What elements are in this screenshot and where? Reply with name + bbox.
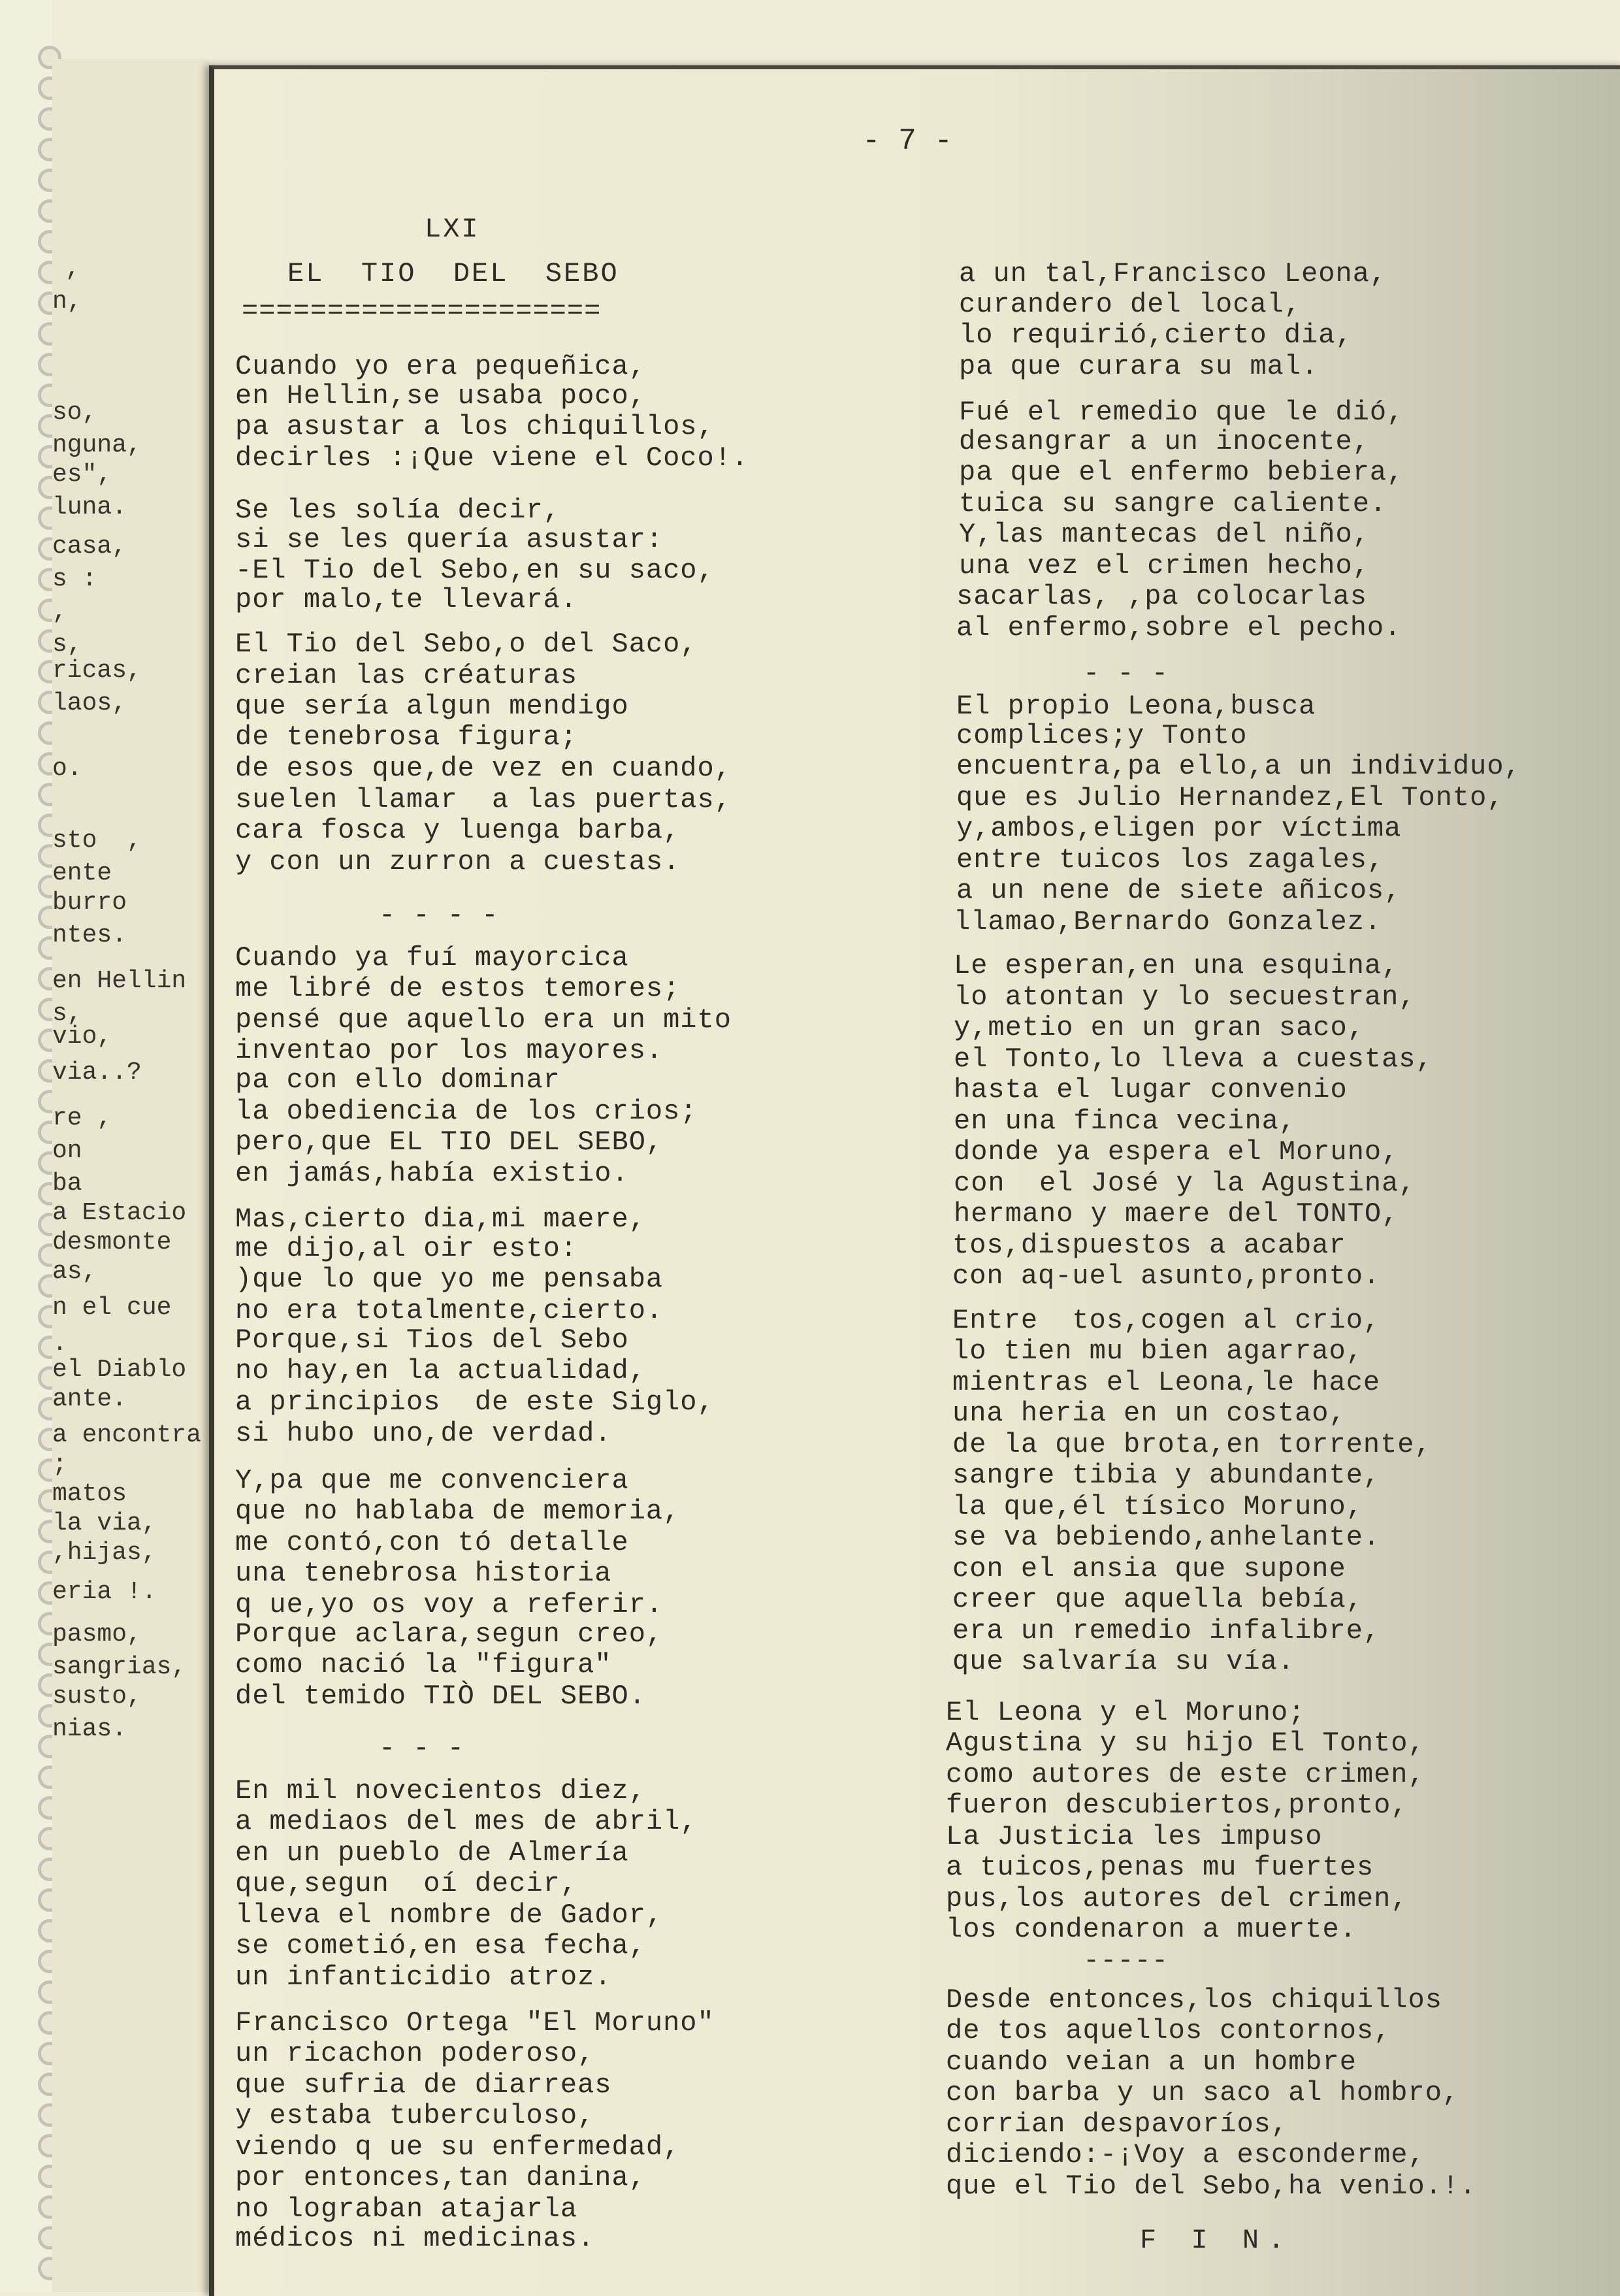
margin-fragment: s,	[52, 1000, 82, 1028]
stanza-separator: - - -	[1083, 658, 1169, 689]
poem-line: viendo q ue su enfermedad,	[235, 2131, 681, 2163]
poem-line: pa que curara su mal.	[959, 351, 1319, 382]
poem-line: pero,que EL TIO DEL SEBO,	[235, 1126, 664, 1158]
poem-line: en jamás,había existio.	[235, 1158, 629, 1189]
poem-line: El Tio del Sebo,o del Saco,	[235, 629, 698, 660]
poem-line: complices;y Tonto	[956, 720, 1248, 751]
poem-line: corrian despavoríos,	[946, 2108, 1289, 2140]
poem-line: q ue,yo os voy a referir.	[235, 1589, 664, 1620]
poem-line: llamao,Bernardo Gonzalez.	[954, 906, 1382, 938]
poem-line: y,ambos,eligen por víctima	[956, 813, 1402, 844]
poem-line: si se les quería asustar:	[235, 524, 664, 555]
poem-line: La Justicia les impuso	[946, 1821, 1323, 1852]
margin-fragment: a encontra	[52, 1421, 202, 1449]
underlying-page-fragment	[52, 59, 209, 2292]
margin-fragment: vio,	[52, 1023, 112, 1051]
poem-line: inventao por los mayores.	[235, 1035, 664, 1066]
poem-line: Y,pa que me convenciera	[235, 1465, 629, 1496]
poem-line: a principios de este Siglo,	[235, 1386, 715, 1418]
poem-line: Fué el remedio que le dió,	[959, 397, 1404, 428]
margin-fragment: matos	[52, 1480, 127, 1508]
margin-fragment: as,	[52, 1258, 97, 1286]
poem-line: sacarlas, ,pa colocarlas	[956, 581, 1367, 612]
margin-fragment: s,	[52, 631, 82, 659]
margin-fragment: casa,	[52, 533, 127, 561]
poem-line: Entre tos,cogen al crio,	[952, 1305, 1381, 1336]
margin-fragment: la via,	[52, 1509, 157, 1537]
poem-line: con el José y la Agustina,	[954, 1168, 1416, 1199]
poem-line: los condenaron a muerte.	[946, 1914, 1357, 1945]
stanza-separator: - - -	[379, 1733, 465, 1764]
poem-line: lo tien mu bien agarrao,	[952, 1336, 1363, 1367]
poem-line: era un remedio infalibre,	[952, 1615, 1381, 1647]
poem-line: curandero del local,	[959, 289, 1302, 320]
poem-line: hermano y maere del TONTO,	[954, 1198, 1399, 1230]
poem-line: el Tonto,lo lleva a cuestas,	[954, 1043, 1433, 1075]
margin-fragment: so,	[52, 399, 97, 427]
poem-line: suelen llamar a las puertas,	[235, 784, 732, 815]
margin-fragment: nguna,	[52, 431, 142, 459]
poem-line: si hubo uno,de verdad.	[235, 1418, 612, 1449]
poem-line: un infanticidio atroz.	[235, 1961, 612, 1993]
poem-line: pus,los autores del crimen,	[946, 1883, 1408, 1914]
poem-line: Mas,cierto dia,mi maere,	[235, 1204, 646, 1235]
poem-line: no lograban atajarla	[235, 2193, 578, 2225]
poem-line: Y,las mantecas del niño,	[959, 519, 1370, 550]
poem-line: en Hellin,se usaba poco,	[235, 380, 646, 412]
poem-line: que,segun oí decir,	[235, 1868, 578, 1899]
poem-line: la obediencia de los crios;	[235, 1096, 698, 1127]
poem-line: creer que aquella bebía,	[952, 1584, 1363, 1615]
margin-fragment: .	[52, 1330, 67, 1358]
poem-line: a un tal,Francisco Leona,	[959, 258, 1387, 289]
poem-line: Desde entonces,los chiquillos	[946, 1984, 1442, 2016]
margin-fragment: pasmo,	[52, 1620, 142, 1648]
poem-line: que es Julio Hernandez,El Tonto,	[956, 782, 1504, 813]
poem-line: tuica su sangre caliente.	[959, 488, 1387, 519]
margin-fragment: ,	[65, 255, 80, 283]
poem-line: -El Tio del Sebo,en su saco,	[235, 555, 715, 586]
poem-line: una heria en un costao,	[952, 1398, 1346, 1429]
poem-line: donde ya espera el Moruno,	[954, 1136, 1399, 1168]
poem-line: En mil novecientos diez,	[235, 1775, 646, 1807]
poem-line: un ricachon poderoso,	[235, 2038, 595, 2069]
poem-line: cara fosca y luenga barba,	[235, 815, 681, 846]
margin-fragment: o.	[52, 755, 82, 783]
poem-title: EL TIO DEL SEBO	[287, 258, 619, 289]
poem-line: decirles :¡Que viene el Coco!.	[235, 442, 749, 474]
poem-line: pa asustar a los chiquillos,	[235, 411, 715, 442]
margin-fragment: a Estacio	[52, 1199, 187, 1227]
poem-line: que no hablaba de memoria,	[235, 1496, 681, 1527]
poem-line: como autores de este crimen,	[946, 1759, 1425, 1790]
poem-line: a mediaos del mes de abril,	[235, 1806, 698, 1837]
margin-fragment: on	[52, 1137, 82, 1165]
poem-line: se cometió,en esa fecha,	[235, 1930, 646, 1961]
poem-line: fueron descubiertos,pronto,	[946, 1790, 1408, 1821]
poem-line: en una finca vecina,	[954, 1106, 1297, 1137]
poem-line: de tos aquellos contornos,	[946, 2015, 1391, 2046]
poem-line: Agustina y su hijo El Tonto,	[946, 1728, 1425, 1759]
poem-line: en un pueblo de Almería	[235, 1837, 629, 1869]
margin-fragment: n,	[52, 287, 82, 316]
margin-fragment: ntes.	[52, 921, 127, 949]
poem-line: de la que brota,en torrente,	[952, 1429, 1432, 1460]
margin-fragment: re ,	[52, 1104, 112, 1132]
margin-fragment: eria !.	[52, 1578, 157, 1606]
margin-fragment: ante.	[52, 1385, 127, 1413]
poem-line: de esos que,de vez en cuando,	[235, 753, 732, 784]
stanza-separator: - - - -	[379, 900, 499, 931]
poem-line: que el Tio del Sebo,ha venio.!.	[946, 2171, 1477, 2202]
poem-line: médicos ni medicinas.	[235, 2223, 595, 2254]
margin-fragment: nias.	[52, 1715, 127, 1743]
poem-line: cuando veian a un hombre	[946, 2046, 1357, 2078]
poem-line: que sería algun mendigo	[235, 691, 629, 722]
poem-line: y,metio en un gran saco,	[954, 1012, 1365, 1043]
poem-line: Francisco Ortega "El Moruno"	[235, 2007, 715, 2039]
poem-line: que salvaría su vía.	[952, 1646, 1295, 1677]
poem-line: con el ansia que supone	[952, 1553, 1346, 1584]
poem-line: lleva el nombre de Gador,	[235, 1899, 664, 1931]
margin-fragment: en Hellin	[52, 967, 187, 995]
margin-fragment: sangrias,	[52, 1653, 187, 1681]
poem-line: la que,él tísico Moruno,	[952, 1491, 1363, 1522]
poem-line: Le esperan,en una esquina,	[954, 950, 1399, 981]
margin-fragment: ,	[52, 598, 67, 626]
poem-line: del temido TIÒ DEL SEBO.	[235, 1681, 646, 1712]
margin-fragment: ente	[52, 859, 112, 887]
margin-fragment: luna.	[52, 493, 127, 521]
page-number: - 7 -	[862, 124, 953, 158]
poem-line: con barba y un saco al hombro,	[946, 2077, 1460, 2108]
poem-line: con aq-uel asunto,pronto.	[952, 1260, 1381, 1292]
margin-fragment: sto ,	[52, 827, 142, 855]
poem-line: El propio Leona,busca	[956, 691, 1316, 722]
margin-fragment: desmonte	[52, 1228, 172, 1256]
poem-line: creian las créaturas	[235, 660, 578, 691]
poem-line: entre tuicos los zagales,	[956, 844, 1385, 876]
poem-line: se va bebiendo,anhelante.	[952, 1522, 1381, 1553]
poem-line: una vez el crimen hecho,	[959, 550, 1370, 582]
stanza-separator: -----	[1083, 1945, 1169, 1976]
poem-line: y con un zurron a cuestas.	[235, 846, 681, 877]
margin-fragment: burro	[52, 889, 127, 917]
margin-fragment: ricas,	[52, 657, 142, 685]
poem-line: me contó,con tó detalle	[235, 1527, 629, 1558]
margin-fragment: ba	[52, 1170, 82, 1198]
poem-line: al enfermo,sobre el pecho.	[956, 612, 1402, 644]
poem-line: por entonces,tan danina,	[235, 2162, 646, 2193]
margin-fragment: susto,	[52, 1682, 142, 1711]
poem-line: de tenebrosa figura;	[235, 721, 578, 753]
margin-fragment: laos,	[52, 689, 127, 717]
margin-fragment: ;	[52, 1451, 67, 1479]
margin-fragment: s :	[52, 565, 97, 593]
poem-line: no hay,en la actualidad,	[235, 1355, 646, 1386]
poem-line: Porque aclara,segun creo,	[235, 1618, 664, 1650]
poem-line: me libré de estos temores;	[235, 973, 681, 1004]
poem-line: una tenebrosa historia	[235, 1558, 612, 1589]
margin-fragment: ,hijas,	[52, 1539, 157, 1567]
fin-label: F I N.	[1140, 2225, 1294, 2256]
margin-fragment: n el cue	[52, 1294, 172, 1322]
poem-line: encuentra,pa ello,a un individuo,	[956, 751, 1521, 782]
poem-title: LXI	[425, 214, 480, 245]
poem-line: que sufria de diarreas	[235, 2069, 612, 2101]
poem-line: Se les solía decir,	[235, 495, 560, 526]
title-rule: =====================	[242, 295, 602, 327]
spiral-binding	[0, 0, 52, 2292]
poem-line: lo atontan y lo secuestran,	[954, 981, 1416, 1013]
poem-line: desangrar a un inocente,	[959, 426, 1370, 457]
poem-line: El Leona y el Moruno;	[946, 1697, 1306, 1728]
poem-line: pa con ello dominar	[235, 1064, 560, 1096]
poem-line: )que lo que yo me pensaba	[235, 1264, 664, 1295]
poem-line: Cuando ya fuí mayorcica	[235, 942, 629, 974]
poem-line: por malo,te llevará.	[235, 584, 578, 615]
poem-line: a tuicos,penas mu fuertes	[946, 1852, 1374, 1883]
poem-line: me dijo,al oir esto:	[235, 1233, 578, 1264]
poem-line: y estaba tuberculoso,	[235, 2100, 595, 2131]
poem-line: pensé que aquello era un mito	[235, 1004, 732, 1036]
poem-line: no era totalmente,cierto.	[235, 1295, 664, 1326]
poem-line: hasta el lugar convenio	[954, 1074, 1348, 1106]
poem-line: a un nene de siete añicos,	[956, 875, 1402, 906]
poem-line: lo requirió,cierto dia,	[959, 320, 1353, 351]
margin-fragment: via..?	[52, 1058, 142, 1087]
poem-line: diciendo:-¡Voy a esconderme,	[946, 2139, 1425, 2171]
poem-line: mientras el Leona,le hace	[952, 1367, 1381, 1398]
poem-line: como nació la "figura"	[235, 1649, 612, 1681]
margin-fragment: es",	[52, 461, 112, 489]
poem-line: Cuando yo era pequeñica,	[235, 351, 646, 382]
margin-fragment: el Diablo	[52, 1356, 187, 1384]
poem-line: tos,dispuestos a acabar	[952, 1230, 1346, 1261]
poem-line: pa que el enfermo bebiera,	[959, 457, 1404, 488]
poem-line: sangre tibia y abundante,	[952, 1460, 1381, 1491]
poem-line: Porque,si Tios del Sebo	[235, 1324, 629, 1356]
